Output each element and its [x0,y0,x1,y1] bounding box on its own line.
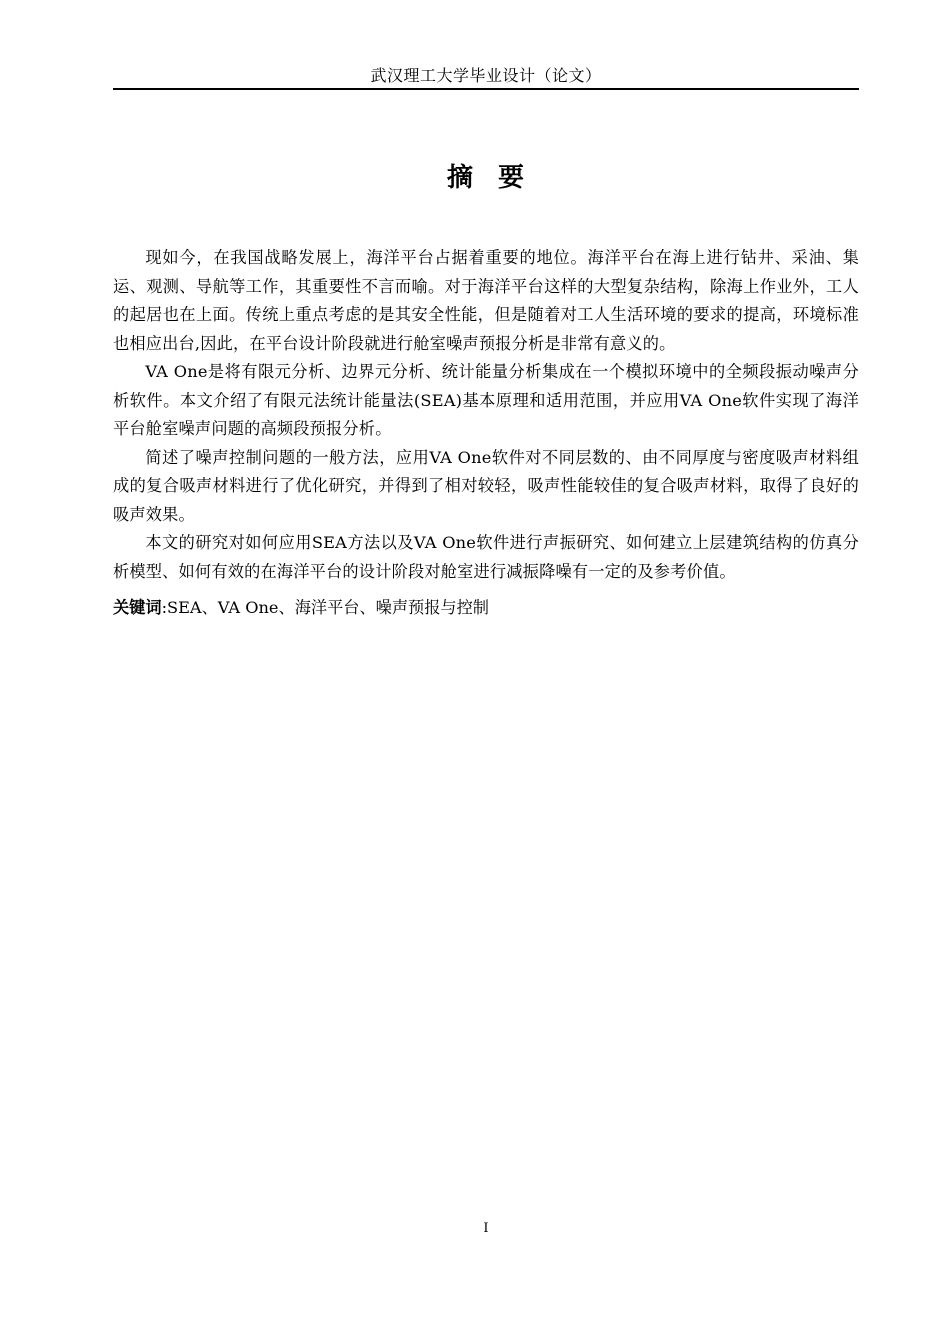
page-number: I [483,1221,489,1236]
header-rule [113,88,859,90]
abstract-paragraph-3: 简述了噪声控制问题的一般方法，应用VA One软件对不同层数的、由不同厚度与密度吸声材料组成的复合吸声材料进行了优化研究，并得到了相对较轻，吸声性能较佳的复合吸声材料，取得了良好的吸声效果。 [113,447,859,524]
abstract-title-part1: 摘 [446,163,474,193]
abstract-title-part2: 要 [498,163,526,193]
keywords-line [113,594,859,623]
running-header: 武汉理工大学毕业设计（论文） [370,66,602,85]
abstract-paragraph-2: VA One是将有限元分析、边界元分析、统计能量分析集成在一个模拟环境中的全频段振动噪声分析软件。本文介绍了有限元法统计能量法(SEA)基本原理和适用范围，并应用VA One软件实现了海洋平台舱室噪声问题的高频段预报分析。 [113,362,859,438]
keywords-value: :SEA、VA One、海洋平台、噪声预报与控制 [161,598,489,617]
abstract-title [113,158,859,198]
abstract-paragraph-1: 现如今，在我国战略发展上，海洋平台占据着重要的地位。海洋平台在海上进行钻井、采油、集运、观测、导航等工作，其重要性不言而喻。对于海洋平台这样的大型复杂结构，除海上作业外，工人的起居也在上面。传统上重点考虑的是其安全性能，但是随着对工人生活环境的要求的提高，环境标准也相应出台,因此，在平台设计阶段就进行舱室噪声预报分析是非常有意义的。 [113,248,859,353]
abstract-paragraph-4: 本文的研究对如何应用SEA方法以及VA One软件进行声振研究、如何建立上层建筑结构的仿真分析模型、如何有效的在海洋平台的设计阶段对舱室进行减振降噪有一定的及参考价值。 [113,533,859,581]
keywords-label: 关键词 [113,598,162,617]
abstract-body [113,244,859,623]
